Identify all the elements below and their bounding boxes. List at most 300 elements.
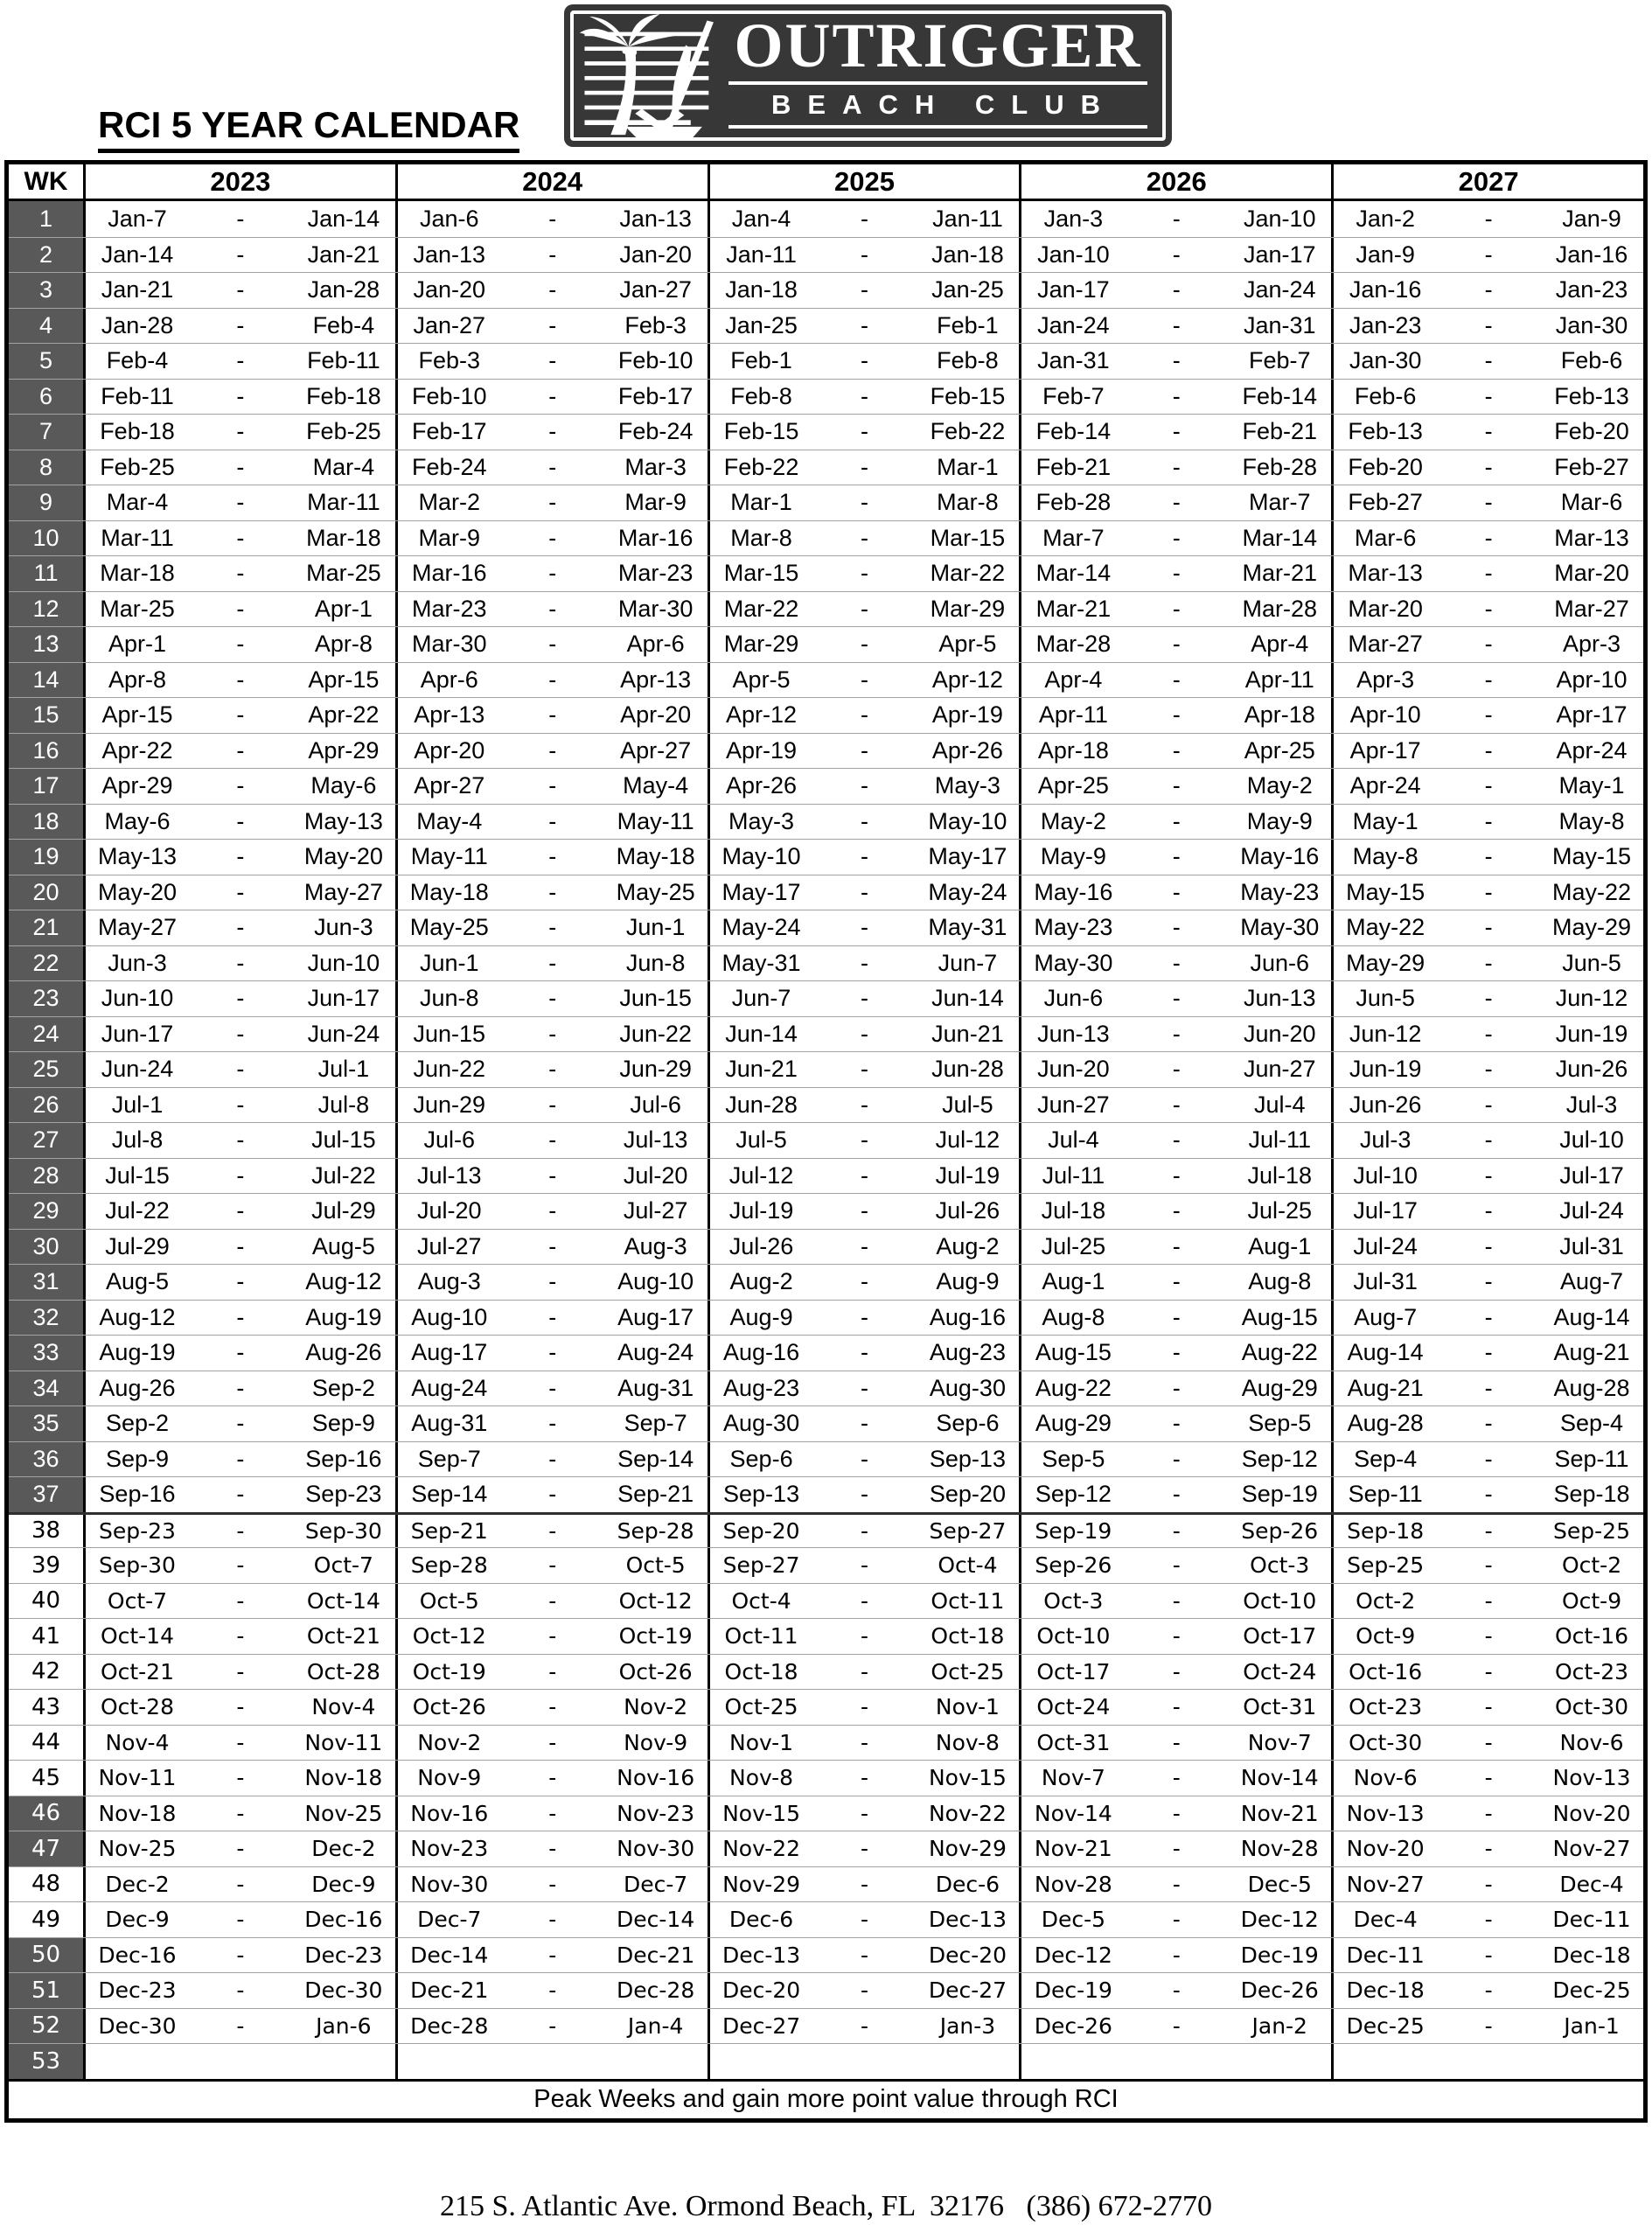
date-text: Dec-13: [721, 1942, 801, 1968]
date-text: Nov-20: [1552, 1800, 1631, 1826]
date-range-cell: [710, 273, 1022, 308]
date-range-cell: [1021, 2009, 1334, 2044]
table-row: [9, 1583, 1643, 1619]
date-text: -: [1484, 843, 1493, 870]
date-text: Apr-11: [1244, 666, 1314, 693]
table-row: [9, 1512, 1643, 1548]
date-range-cell: [1334, 1371, 1643, 1406]
date-text: -: [1172, 1268, 1181, 1295]
date-range-cell: [1021, 344, 1334, 379]
date-text: -: [861, 524, 868, 551]
date-text: -: [236, 1126, 245, 1154]
date-text: -: [861, 1410, 868, 1437]
date-text: -: [861, 453, 868, 480]
date-text: Jan-28: [101, 311, 174, 338]
date-text: Mar-15: [723, 560, 799, 587]
date-text: Oct-24: [1243, 1658, 1317, 1684]
date-text: Dec-11: [1552, 1907, 1631, 1933]
date-text: Feb-28: [1035, 489, 1112, 516]
date-text: Jan-7: [108, 205, 167, 232]
week-number-cell: 9: [9, 485, 86, 520]
date-text: -: [548, 949, 557, 976]
table-row: [9, 1051, 1643, 1087]
date-text: May-8: [1352, 843, 1418, 870]
date-text: Apr-13: [620, 666, 692, 693]
date-text: May-6: [104, 807, 171, 834]
date-text: Sep-25: [1347, 1552, 1425, 1579]
date-text: -: [236, 772, 245, 799]
date-text: -: [861, 489, 868, 516]
date-text: May-22: [1346, 914, 1425, 941]
date-text: -: [1484, 2012, 1493, 2039]
date-text: Sep-4: [1354, 1445, 1418, 1472]
date-range-cell: [86, 1336, 398, 1371]
date-text: Nov-8: [729, 1765, 794, 1791]
date-text: Dec-7: [623, 1871, 688, 1897]
date-text: -: [1484, 878, 1493, 905]
date-range-cell: [1334, 1902, 1643, 1937]
date-text: Feb-27: [1348, 489, 1423, 516]
date-text: -: [860, 1942, 869, 1968]
date-text: Jun-13: [1243, 985, 1316, 1012]
date-text: -: [1484, 1020, 1493, 1047]
date-text: Sep-26: [1241, 1517, 1319, 1544]
date-text: Feb-22: [723, 453, 799, 480]
date-text: Nov-15: [722, 1800, 801, 1826]
date-range-cell: [1021, 1301, 1334, 1336]
date-text: Dec-18: [1552, 1942, 1631, 1968]
date-text: Dec-2: [311, 1836, 376, 1862]
date-text: Dec-30: [304, 1977, 383, 2004]
week-number-cell: 7: [9, 415, 86, 450]
date-text: -: [1172, 666, 1181, 693]
date-text: May-15: [1552, 843, 1632, 870]
date-text: Oct-28: [100, 1694, 174, 1720]
date-text: Nov-9: [417, 1765, 482, 1791]
date-text: -: [1172, 701, 1181, 729]
date-text: -: [1484, 1374, 1493, 1401]
date-text: Oct-17: [1036, 1658, 1111, 1684]
date-text: -: [236, 914, 245, 941]
date-text: -: [1484, 1197, 1493, 1224]
date-text: Jul-29: [105, 1232, 170, 1259]
date-text: Dec-5: [1041, 1907, 1106, 1933]
date-range-cell: [1021, 1265, 1334, 1300]
date-text: Nov-28: [1240, 1836, 1319, 1862]
date-text: Dec-30: [98, 2012, 177, 2039]
date-text: -: [236, 1056, 245, 1083]
date-text: Aug-5: [311, 1232, 375, 1259]
date-text: -: [860, 1517, 869, 1544]
date-range-cell: [86, 1690, 398, 1725]
date-range-cell: [710, 2044, 1022, 2079]
date-text: Nov-23: [410, 1836, 489, 1862]
date-text: -: [1484, 949, 1493, 976]
date-text: Apr-29: [101, 772, 173, 799]
date-range-cell: [86, 1194, 398, 1229]
table-row: [9, 697, 1643, 733]
date-range-cell: [398, 521, 710, 556]
date-range-cell: [86, 1159, 398, 1194]
date-text: Dec-25: [1346, 2012, 1425, 2039]
date-range-cell: [1021, 805, 1334, 840]
date-range-cell: [86, 1796, 398, 1831]
week-number-cell: 42: [9, 1655, 86, 1690]
date-text: Sep-14: [617, 1445, 694, 1472]
date-text: Apr-8: [108, 666, 166, 693]
table-body: [9, 201, 1643, 2079]
week-number-cell: 31: [9, 1265, 86, 1300]
date-text: -: [861, 843, 868, 870]
date-text: Jun-28: [931, 1056, 1004, 1083]
date-text: Jul-4: [1048, 1126, 1099, 1154]
date-range-cell: [1021, 1123, 1334, 1158]
date-text: Aug-17: [411, 1339, 488, 1366]
date-text: -: [1484, 914, 1493, 941]
date-text: May-10: [928, 807, 1007, 834]
date-text: Jul-27: [623, 1197, 688, 1224]
date-text: Jun-8: [419, 985, 479, 1012]
date-range-cell: [86, 273, 398, 308]
date-text: Aug-19: [305, 1303, 382, 1330]
date-text: Apr-22: [101, 736, 173, 764]
date-text: Jul-31: [1353, 1268, 1418, 1295]
date-text: May-18: [409, 878, 489, 905]
date-text: Oct-31: [1243, 1694, 1317, 1720]
date-text: Jan-20: [413, 276, 486, 303]
table-row: [9, 1087, 1643, 1123]
date-range-cell: [86, 1123, 398, 1158]
date-range-cell: [1021, 1442, 1334, 1477]
date-text: -: [236, 1552, 245, 1579]
date-text: -: [548, 1977, 557, 2004]
date-range-cell: [1334, 201, 1643, 237]
date-text: Oct-28: [306, 1658, 380, 1684]
date-text: -: [861, 1020, 868, 1047]
date-range-cell: [398, 1831, 710, 1866]
date-text: May-11: [410, 843, 488, 870]
date-range-cell: [398, 556, 710, 591]
date-text: -: [1172, 1907, 1181, 1933]
date-text: Jun-19: [1349, 1056, 1422, 1083]
date-text: Sep-7: [624, 1410, 687, 1437]
date-text: Jan-24: [1243, 276, 1316, 303]
date-range-cell: [398, 734, 710, 769]
date-text: Jun-29: [413, 1091, 486, 1118]
date-text: May-20: [97, 878, 177, 905]
date-text: -: [236, 1587, 245, 1614]
date-text: Apr-15: [101, 701, 173, 729]
date-text: -: [1172, 1623, 1181, 1650]
date-text: Oct-9: [1561, 1587, 1622, 1614]
date-text: Apr-17: [1349, 736, 1421, 764]
date-range-cell: [398, 1515, 710, 1548]
date-text: Jul-27: [416, 1232, 482, 1259]
date-range-cell: [86, 556, 398, 591]
date-text: Aug-30: [929, 1374, 1006, 1401]
date-range-cell: [1334, 1265, 1643, 1300]
table-row: [9, 1547, 1643, 1583]
date-text: Apr-4: [1044, 666, 1103, 693]
date-range-cell: [1334, 875, 1643, 910]
date-text: May-11: [617, 807, 694, 834]
date-text: Apr-8: [314, 631, 373, 658]
date-range-cell: [1334, 238, 1643, 273]
date-text: Jul-8: [317, 1091, 370, 1118]
week-number-cell: 12: [9, 592, 86, 627]
date-text: Mar-3: [624, 453, 687, 480]
date-text: Dec-28: [410, 2012, 489, 2039]
date-range-cell: [1334, 1619, 1643, 1654]
date-range-cell: [1021, 875, 1334, 910]
date-text: Jul-26: [935, 1197, 1000, 1224]
date-text: Feb-3: [624, 311, 687, 338]
week-number-cell: 49: [9, 1902, 86, 1937]
date-range-cell: [86, 380, 398, 415]
date-range-cell: [1334, 1761, 1643, 1796]
date-text: Dec-6: [935, 1871, 1000, 1897]
date-text: Jul-22: [311, 1161, 376, 1189]
date-text: Dec-4: [1353, 1907, 1418, 1933]
date-range-cell: [1021, 910, 1334, 945]
date-text: Jan-16: [1349, 276, 1422, 303]
date-range-cell: [1334, 1123, 1643, 1158]
table-row: [9, 343, 1643, 379]
date-range-cell: [86, 875, 398, 910]
date-range-cell: [1334, 1406, 1643, 1441]
date-text: -: [236, 1729, 245, 1755]
date-text: Nov-23: [617, 1800, 695, 1826]
date-text: Aug-10: [617, 1268, 694, 1295]
date-text: -: [1172, 1126, 1181, 1154]
date-text: -: [548, 276, 557, 303]
date-text: Jun-19: [1555, 1020, 1628, 1047]
date-text: Feb-17: [617, 382, 694, 409]
date-text: Mar-20: [1554, 560, 1629, 587]
date-text: May-23: [1034, 914, 1113, 941]
date-text: Dec-23: [98, 1977, 177, 2004]
date-text: Dec-6: [728, 1907, 794, 1933]
table-row: [9, 414, 1643, 450]
date-text: Jan-24: [1037, 311, 1110, 338]
date-range-cell: [710, 1690, 1022, 1725]
date-range-cell: [86, 1052, 398, 1087]
date-text: -: [860, 1907, 869, 1933]
date-range-cell: [710, 238, 1022, 273]
date-text: -: [236, 560, 245, 587]
date-text: Jul-3: [1359, 1126, 1412, 1154]
date-text: May-29: [1552, 914, 1632, 941]
table-row: [9, 1441, 1643, 1477]
date-text: Aug-9: [729, 1303, 793, 1330]
date-range-cell: [710, 1761, 1022, 1796]
date-text: Aug-1: [1248, 1232, 1312, 1259]
date-range-cell: [86, 805, 398, 840]
date-text: Sep-6: [936, 1410, 1000, 1437]
date-range-cell: [86, 309, 398, 344]
date-range-cell: [1334, 769, 1643, 804]
date-text: -: [1484, 1552, 1493, 1579]
week-number-cell: 52: [9, 2009, 86, 2044]
table-row: [9, 591, 1643, 627]
date-range-cell: [398, 1230, 710, 1265]
date-range-cell: [710, 1867, 1022, 1902]
date-text: May-25: [409, 914, 489, 941]
date-text: Apr-24: [1556, 736, 1628, 764]
date-text: -: [1484, 1587, 1493, 1614]
date-text: Jun-20: [1037, 1056, 1110, 1083]
date-text: -: [1172, 524, 1181, 551]
date-text: Jul-13: [416, 1161, 482, 1189]
date-text: Nov-14: [1034, 1800, 1112, 1826]
week-number-cell: 32: [9, 1301, 86, 1336]
date-range-cell: [398, 1194, 710, 1229]
date-text: Aug-29: [1035, 1410, 1112, 1437]
date-range-cell: [398, 981, 710, 1016]
date-text: -: [861, 1481, 868, 1508]
date-range-cell: [1334, 309, 1643, 344]
date-text: Aug-8: [1248, 1268, 1312, 1295]
date-text: Apr-20: [414, 736, 485, 764]
date-text: -: [1172, 205, 1181, 232]
date-text: -: [548, 1907, 557, 1933]
date-text: Jan-18: [725, 276, 798, 303]
date-text: -: [548, 807, 557, 834]
table-row: [9, 1371, 1643, 1406]
date-range-cell: [1334, 2009, 1643, 2044]
date-text: Mar-2: [418, 489, 481, 516]
date-text: Apr-5: [732, 666, 791, 693]
date-text: Apr-18: [1244, 701, 1315, 729]
date-text: -: [1172, 1445, 1181, 1472]
date-text: -: [236, 1871, 245, 1897]
date-text: -: [1172, 1517, 1181, 1544]
date-text: May-13: [303, 807, 383, 834]
date-text: May-9: [1246, 807, 1313, 834]
week-number-cell: 21: [9, 910, 86, 945]
date-range-cell: [710, 1265, 1022, 1300]
date-text: Sep-9: [105, 1445, 169, 1472]
date-text: -: [1484, 205, 1493, 232]
date-range-cell: [1021, 1867, 1334, 1902]
date-text: May-24: [721, 914, 801, 941]
date-text: Aug-21: [1553, 1339, 1630, 1366]
date-text: Feb-6: [1560, 347, 1623, 374]
date-range-cell: [398, 1938, 710, 1973]
date-text: Jun-3: [108, 949, 167, 976]
date-range-cell: [1334, 1867, 1643, 1902]
date-text: Feb-13: [1554, 382, 1629, 409]
date-text: -: [1484, 985, 1493, 1012]
date-range-cell: [1021, 1194, 1334, 1229]
date-range-cell: [1334, 1796, 1643, 1831]
date-text: Jun-12: [1555, 985, 1628, 1012]
date-text: -: [236, 1339, 245, 1366]
date-text: Feb-13: [1348, 418, 1423, 445]
date-text: Feb-20: [1554, 418, 1629, 445]
date-text: Oct-2: [1561, 1552, 1622, 1579]
date-text: Feb-28: [1242, 453, 1318, 480]
date-text: Mar-9: [624, 489, 687, 516]
date-text: May-15: [1346, 878, 1425, 905]
date-range-cell: [710, 1194, 1022, 1229]
date-range-cell: [710, 592, 1022, 627]
table-row: [9, 945, 1643, 981]
date-text: -: [236, 241, 245, 268]
date-text: -: [1484, 1126, 1493, 1154]
date-text: -: [236, 1942, 245, 1968]
date-text: Aug-7: [1560, 1268, 1624, 1295]
date-range-cell: [1334, 698, 1643, 733]
date-text: Nov-18: [304, 1765, 383, 1791]
date-range-cell: [1334, 1515, 1643, 1548]
date-range-cell: [1021, 556, 1334, 591]
date-text: -: [236, 1161, 245, 1189]
date-text: -: [1172, 1056, 1181, 1083]
date-range-cell: [398, 1548, 710, 1583]
date-text: Sep-13: [929, 1445, 1006, 1472]
date-text: Jul-17: [1559, 1161, 1624, 1189]
date-text: -: [548, 1197, 557, 1224]
date-text: -: [236, 1268, 245, 1295]
date-text: -: [548, 418, 557, 445]
date-range-cell: [710, 201, 1022, 237]
date-text: -: [548, 1268, 557, 1295]
date-text: -: [236, 1517, 245, 1544]
date-text: Apr-3: [1356, 666, 1415, 693]
date-text: May-20: [303, 843, 383, 870]
date-text: Sep-12: [1035, 1481, 1112, 1508]
date-range-cell: [1334, 1973, 1643, 2008]
date-text: -: [236, 1977, 245, 2004]
date-text: Mar-1: [730, 489, 792, 516]
date-text: Jul-19: [935, 1161, 1000, 1189]
date-text: Jul-18: [1041, 1197, 1106, 1224]
week-number-cell: 26: [9, 1088, 86, 1123]
date-text: Jul-24: [1353, 1232, 1418, 1259]
date-text: May-23: [1240, 878, 1320, 905]
date-text: May-8: [1558, 807, 1625, 834]
date-text: -: [548, 453, 557, 480]
date-text: Dec-12: [1034, 1942, 1112, 1968]
date-text: -: [861, 1126, 868, 1154]
date-range-cell: [710, 981, 1022, 1016]
table-row: [9, 1016, 1643, 1052]
date-text: Dec-19: [1034, 1977, 1112, 2004]
date-text: Nov-29: [722, 1871, 801, 1897]
year-header-2027: 2027: [1458, 165, 1519, 197]
date-text: -: [548, 1800, 557, 1826]
date-text: -: [548, 2012, 557, 2039]
date-text: -: [1172, 1161, 1181, 1189]
date-text: -: [861, 560, 868, 587]
date-text: Jan-25: [725, 311, 798, 338]
table-row: [9, 662, 1643, 698]
date-text: -: [1172, 985, 1181, 1012]
date-text: Jun-7: [938, 949, 998, 976]
date-text: Nov-18: [98, 1800, 177, 1826]
date-range-cell: [710, 1159, 1022, 1194]
date-text: -: [860, 1800, 869, 1826]
date-text: -: [861, 666, 868, 693]
date-text: Feb-21: [1035, 453, 1112, 480]
date-text: Mar-11: [307, 489, 380, 516]
table-row: [9, 272, 1643, 308]
date-text: May-27: [97, 914, 177, 941]
date-text: Jun-1: [625, 914, 686, 941]
date-range-cell: [1021, 485, 1334, 520]
date-text: Jul-26: [728, 1232, 794, 1259]
